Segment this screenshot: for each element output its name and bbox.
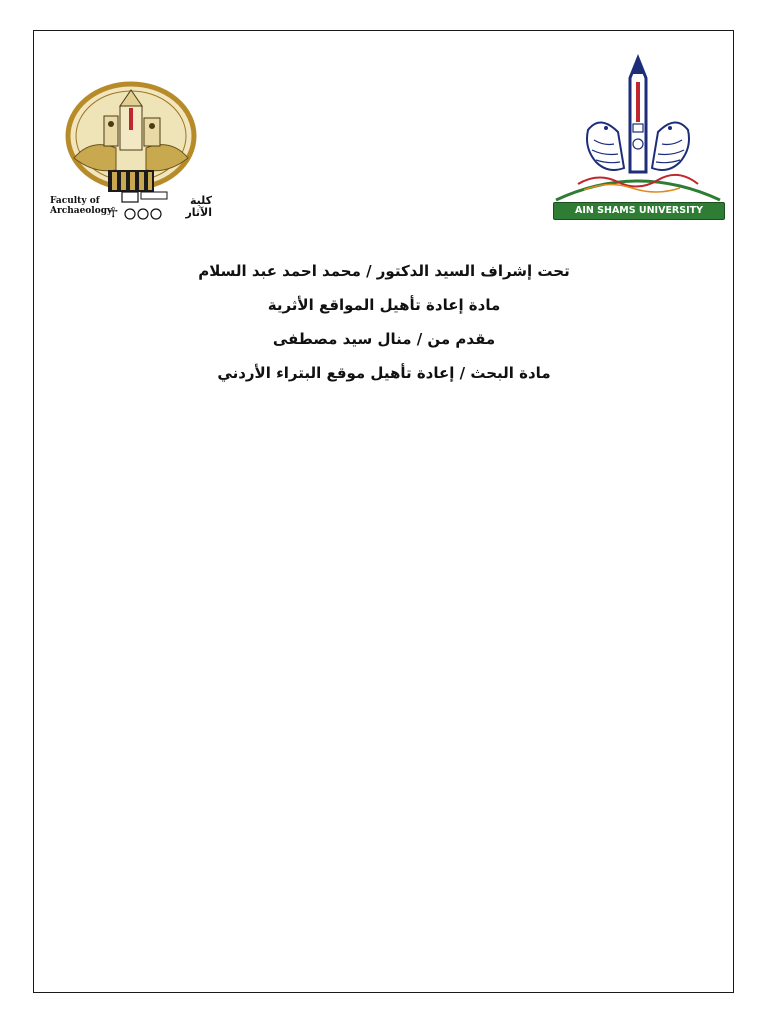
faculty-name-ar-line-1: كلية <box>189 194 212 207</box>
university-name: AIN SHAMS UNIVERSITY <box>553 202 725 220</box>
faculty-name-ar-line-2: الآثار <box>185 206 212 219</box>
cover-text <box>60 254 708 390</box>
svg-text:☥: ☥ <box>108 205 119 221</box>
faculty-name-arabic <box>176 195 212 219</box>
faculty-name-en-line-2: Archaeology <box>50 206 113 216</box>
faculty-name-en-line-1: Faculty of <box>50 196 100 206</box>
research-topic-line: مادة البحث / إعادة تأهيل موقع البتراء الأردني <box>217 364 551 382</box>
supervisor-line: تحت إشراف السيد الدكتور / محمد احمد عبد السلام <box>198 262 570 280</box>
author-line: مقدم من / منال سيد مصطفى <box>272 330 496 348</box>
course-line: مادة إعادة تأهيل المواقع الأثرية <box>267 296 501 314</box>
ain-shams-university-logo <box>548 52 728 220</box>
faculty-name-english <box>50 196 112 216</box>
